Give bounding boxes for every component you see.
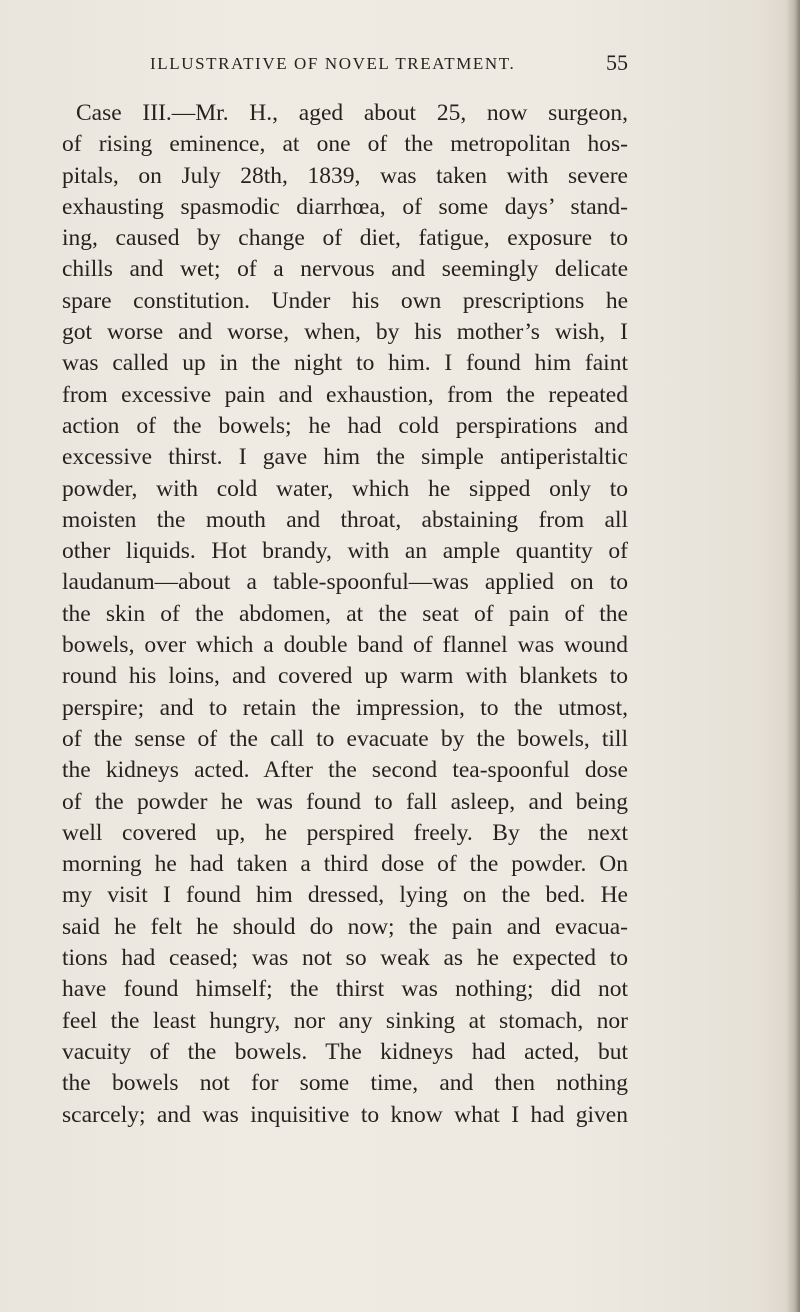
running-head: ILLUSTRATIVE OF NOVEL TREATMENT. bbox=[150, 54, 516, 73]
text-line: vacuity of the bowels. The kidneys had acted, but bbox=[62, 1038, 628, 1065]
text-line: exhausting spasmodic diarrhœa, of some days’ stand- bbox=[62, 193, 628, 220]
text-line: excessive thirst. I gave him the simple antiperistaltic bbox=[62, 444, 628, 471]
text-line: bowels, over which a double band of flannel was wound bbox=[62, 632, 628, 659]
text-line: powder, with cold water, which he sipped only to bbox=[62, 475, 628, 502]
text-line: scarcely; and was inquisitive to know what I had given bbox=[62, 1101, 628, 1128]
text-line: moisten the mouth and throat, abstaining from all bbox=[62, 506, 628, 533]
text-line: laudanum—about a table-spoonful—was applied on to bbox=[62, 569, 628, 596]
text-line: pitals, on July 28th, 1839, was taken with severe bbox=[62, 162, 628, 189]
text-line: the skin of the abdomen, at the seat of pain of the bbox=[62, 600, 628, 627]
body-text bbox=[62, 98, 628, 1131]
text-line: Case III.—Mr. H., aged about 25, now surgeon, bbox=[76, 100, 628, 126]
text-line: the bowels not for some time, and then nothing bbox=[62, 1070, 628, 1097]
text-line: from excessive pain and exhaustion, from the repeated bbox=[62, 381, 628, 408]
text-line: got worse and worse, when, by his mother’s wish, I bbox=[62, 319, 628, 346]
text-line: perspire; and to retain the impression, to the utmost, bbox=[62, 694, 628, 721]
text-line: ing, caused by change of diet, fatigue, exposure to bbox=[62, 225, 628, 252]
text-line: spare constitution. Under his own prescriptions he bbox=[62, 287, 628, 314]
text-line: the kidneys acted. After the second tea-spoonful dose bbox=[62, 757, 628, 784]
text-line: of rising eminence, at one of the metropolitan hos- bbox=[62, 131, 628, 158]
text-line: was called up in the night to him. I found him faint bbox=[62, 350, 628, 377]
text-line: of the powder he was found to fall asleep, and being bbox=[62, 788, 628, 815]
text-line: well covered up, he perspired freely. By the next bbox=[62, 819, 628, 846]
text-line: tions had ceased; was not so weak as he expected to bbox=[62, 945, 628, 972]
text-line: action of the bowels; he had cold perspirations and bbox=[62, 412, 628, 439]
text-line: other liquids. Hot brandy, with an ample quantity of bbox=[62, 538, 628, 565]
text-line: my visit I found him dressed, lying on the bed. He bbox=[62, 882, 628, 909]
text-line: feel the least hungry, nor any sinking at stomach, nor bbox=[62, 1007, 628, 1034]
text-line: chills and wet; of a nervous and seemingly delicate bbox=[62, 256, 628, 283]
page-edge-shadow bbox=[786, 0, 800, 1312]
text-line: said he felt he should do now; the pain and evacua- bbox=[62, 913, 628, 940]
text-line: morning he had taken a third dose of the powder. On bbox=[62, 851, 628, 878]
text-line: round his loins, and covered up warm with blankets to bbox=[62, 663, 628, 690]
text-line: have found himself; the thirst was nothing; did not bbox=[62, 976, 628, 1003]
text-line: of the sense of the call to evacuate by the bowels, till bbox=[62, 725, 628, 752]
page-number: 55 bbox=[606, 50, 628, 75]
page-header bbox=[62, 50, 628, 82]
